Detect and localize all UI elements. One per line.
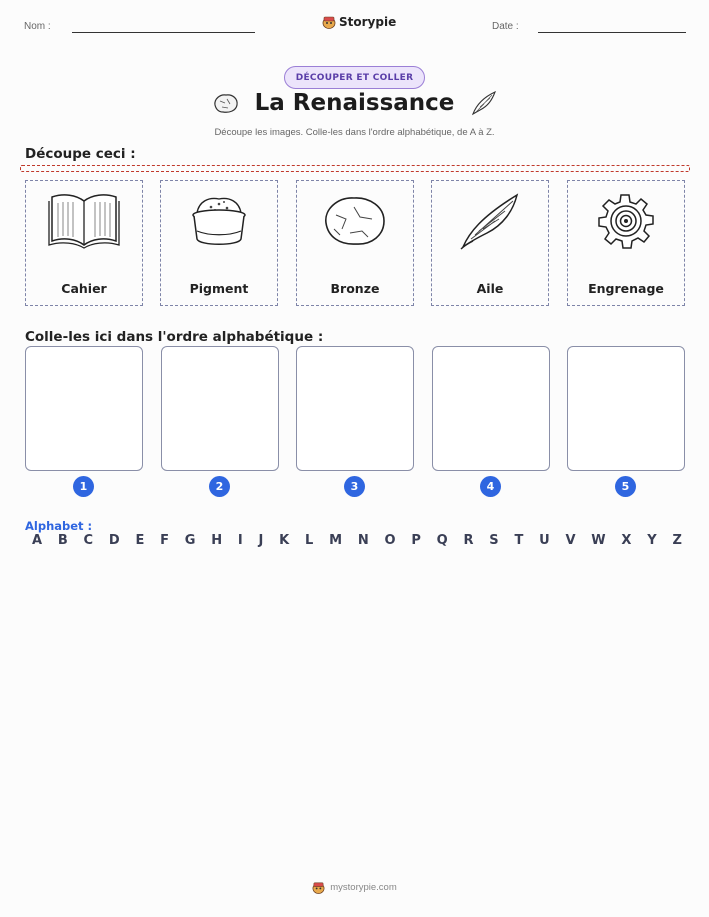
activity-badge: DÉCOUPER ET COLLER — [284, 66, 425, 89]
cut-card-cahier[interactable] — [25, 180, 143, 306]
paste-heading: Colle-les ici dans l'ordre alphabétique : — [25, 329, 324, 345]
instructions: Découpe les images. Colle-les dans l'ordre alphabétique, de A à Z. — [214, 127, 495, 138]
alphabet-letter: C — [83, 533, 94, 548]
brand-logo — [322, 14, 396, 29]
alphabet-letter: J — [258, 533, 264, 548]
alphabet-letter: N — [357, 533, 369, 548]
paste-box-1[interactable] — [25, 346, 143, 471]
alphabet-letter: K — [279, 533, 290, 548]
storypie-mascot-icon — [312, 880, 325, 894]
alphabet-letter: U — [539, 533, 550, 548]
bronze-rock-icon — [211, 91, 241, 115]
cut-card-engrenage[interactable] — [567, 180, 685, 306]
number-badge-5: 5 — [615, 476, 636, 497]
number-badge-2: 2 — [209, 476, 230, 497]
alphabet-letter: G — [184, 533, 196, 548]
alphabet-letter: P — [411, 533, 421, 548]
footer-url[interactable]: mystorypie.com — [330, 881, 397, 893]
date-label: Date : — [492, 21, 519, 32]
alphabet-letter: L — [305, 533, 314, 548]
alphabet-row — [25, 533, 685, 548]
number-badge-3: 3 — [344, 476, 365, 497]
alphabet-letter: B — [57, 533, 68, 548]
wing-icon — [455, 189, 525, 253]
alphabet-letter: Z — [672, 533, 682, 548]
cut-heading: Découpe ceci : — [25, 146, 136, 162]
storypie-mascot-icon — [322, 14, 336, 29]
pigment-bowl-icon — [187, 189, 251, 251]
alphabet-letter: H — [211, 533, 223, 548]
alphabet-letter: O — [384, 533, 396, 548]
alphabet-letter: M — [329, 533, 343, 548]
paste-box-3[interactable] — [296, 346, 414, 471]
cut-label: Engrenage — [588, 281, 664, 296]
number-badge-1: 1 — [73, 476, 94, 497]
cut-line — [20, 165, 690, 172]
paste-box-4[interactable] — [432, 346, 550, 471]
alphabet-letter: V — [565, 533, 576, 548]
footer — [0, 880, 709, 894]
page-title: La Renaissance — [254, 90, 455, 116]
number-badge-4: 4 — [480, 476, 501, 497]
gear-icon — [593, 189, 659, 255]
paste-box-2[interactable] — [161, 346, 279, 471]
bronze-rock-icon — [320, 189, 390, 251]
alphabet-letter: F — [160, 533, 170, 548]
cut-card-bronze[interactable] — [296, 180, 414, 306]
cut-label: Bronze — [330, 281, 380, 296]
alphabet-letter: I — [237, 533, 243, 548]
alphabet-letter: E — [135, 533, 145, 548]
cut-card-aile[interactable] — [431, 180, 549, 306]
alphabet-letter: D — [108, 533, 120, 548]
alphabet-letter: T — [514, 533, 524, 548]
name-line[interactable] — [72, 32, 255, 33]
alphabet-letter: X — [621, 533, 632, 548]
name-label: Nom : — [24, 21, 51, 32]
alphabet-letter: A — [32, 533, 43, 548]
alphabet-letter: Y — [647, 533, 657, 548]
paste-box-5[interactable] — [567, 346, 685, 471]
brand-name: Storypie — [339, 14, 397, 29]
cut-label: Aile — [476, 281, 504, 296]
cut-label: Cahier — [61, 281, 107, 296]
date-line[interactable] — [538, 32, 686, 33]
wing-icon — [468, 88, 498, 118]
cut-label: Pigment — [189, 281, 249, 296]
alphabet-letter: Q — [436, 533, 448, 548]
alphabet-label: Alphabet : — [25, 519, 93, 533]
cut-card-pigment[interactable] — [160, 180, 278, 306]
title-row — [0, 88, 709, 118]
alphabet-letter: S — [489, 533, 499, 548]
book-icon — [46, 189, 122, 251]
alphabet-letter: W — [591, 533, 606, 548]
alphabet-letter: R — [463, 533, 474, 548]
